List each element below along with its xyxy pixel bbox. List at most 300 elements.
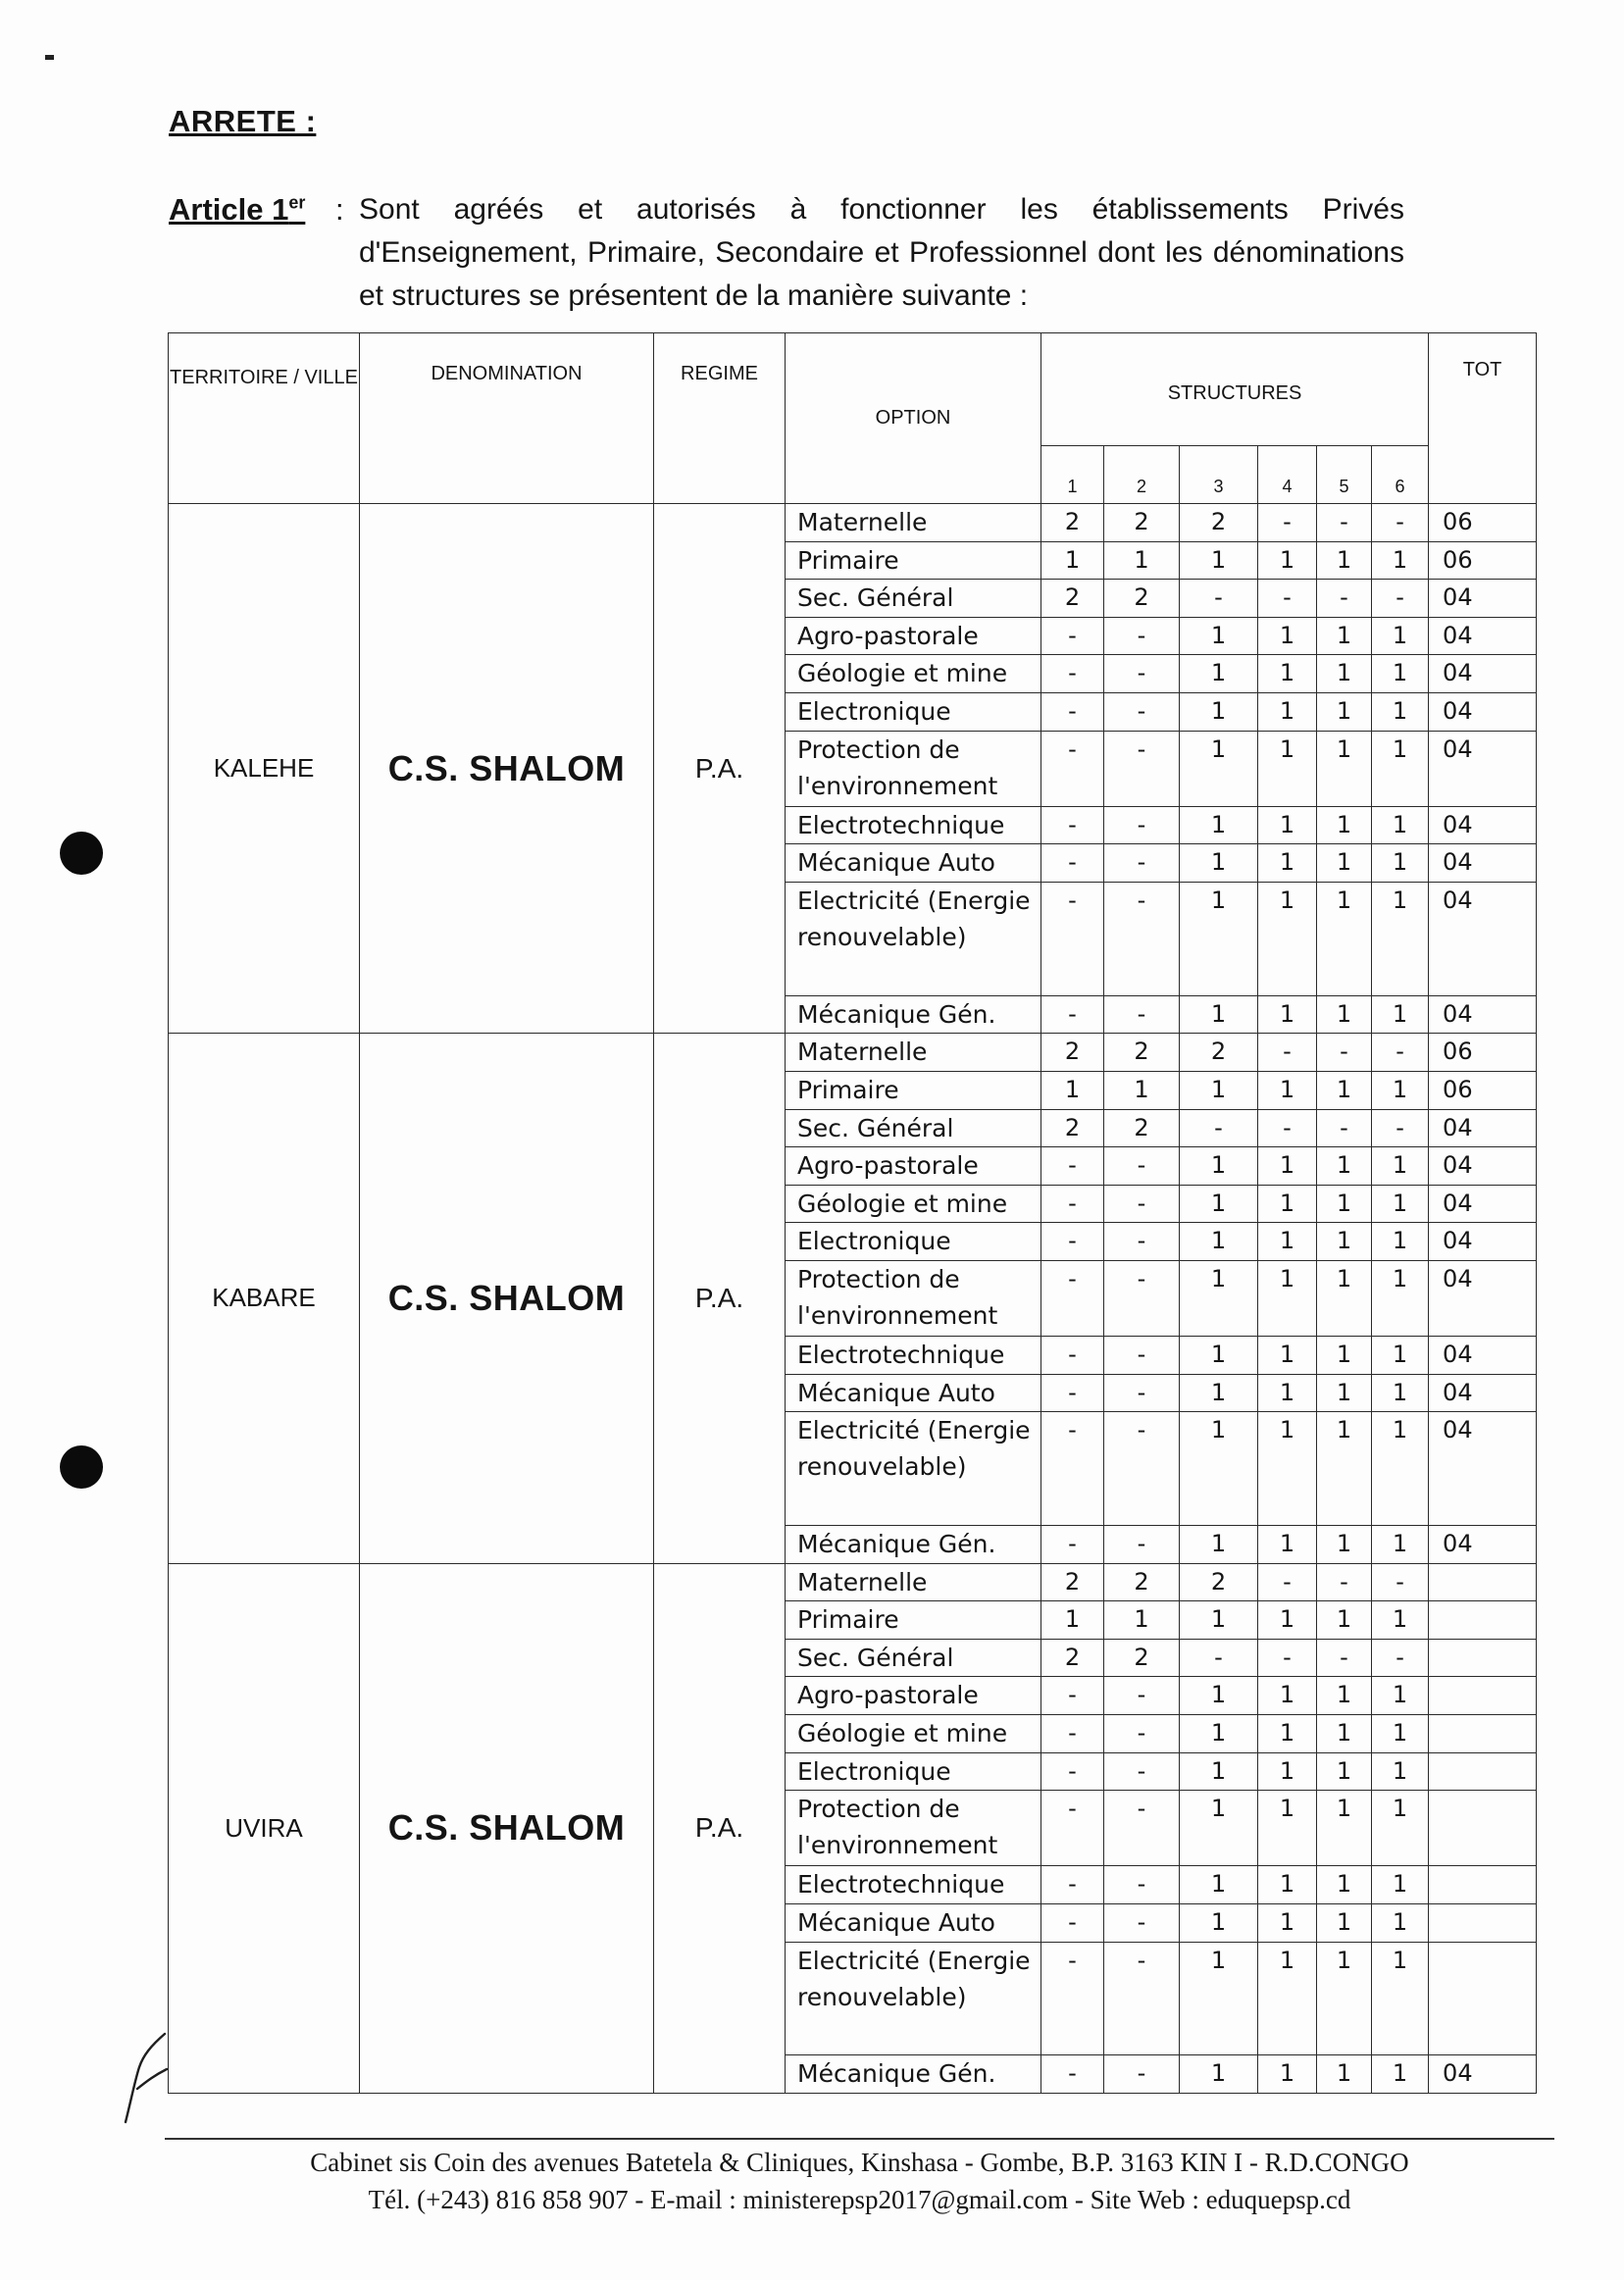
structure-value-cell: 1 <box>1104 1071 1180 1109</box>
structure-value-cell: 1 <box>1317 1866 1372 1904</box>
total-cell: 04 <box>1429 580 1537 618</box>
structure-value-cell: - <box>1104 1185 1180 1223</box>
structure-value-cell: 1 <box>1180 1185 1258 1223</box>
option-cell: Géologie et mine <box>786 1715 1041 1753</box>
structure-value-cell: 1 <box>1372 1677 1429 1715</box>
structure-value-cell: - <box>1104 2055 1180 2094</box>
structure-value-cell: 1 <box>1041 1601 1104 1640</box>
structure-value-cell: 1 <box>1180 655 1258 693</box>
structure-value-cell: 1 <box>1104 541 1180 580</box>
total-cell: 06 <box>1429 541 1537 580</box>
structure-value-cell: 1 <box>1372 1791 1429 1866</box>
structure-value-cell: - <box>1041 1412 1104 1526</box>
structure-value-cell: - <box>1372 1563 1429 1601</box>
structure-value-cell: - <box>1104 1223 1180 1261</box>
structure-value-cell: - <box>1041 1866 1104 1904</box>
structure-value-cell: 1 <box>1258 1412 1317 1526</box>
structure-value-cell: 1 <box>1372 541 1429 580</box>
structure-value-cell: - <box>1104 1715 1180 1753</box>
structure-value-cell: 1 <box>1180 541 1258 580</box>
structure-value-cell: - <box>1258 1109 1317 1147</box>
structure-value-cell: 1 <box>1317 1904 1372 1943</box>
structure-value-cell: 1 <box>1258 1071 1317 1109</box>
decree-heading: ARRETE : <box>169 104 317 138</box>
structure-value-cell: 1 <box>1180 692 1258 731</box>
structure-value-cell: 1 <box>1317 1147 1372 1186</box>
structure-value-cell: 2 <box>1041 504 1104 542</box>
article-label: Article 1er <box>169 192 306 227</box>
structure-value-cell: - <box>1041 655 1104 693</box>
structure-value-cell: - <box>1258 1034 1317 1072</box>
structure-value-cell: - <box>1317 504 1372 542</box>
structure-value-cell: 2 <box>1041 1639 1104 1677</box>
structure-value-cell: 1 <box>1258 655 1317 693</box>
option-cell: Protection de l'environnement <box>786 1791 1041 1866</box>
structure-value-cell: 1 <box>1372 1942 1429 2055</box>
structure-value-cell: 2 <box>1041 580 1104 618</box>
structure-value-cell: 1 <box>1317 995 1372 1034</box>
structure-value-cell: 2 <box>1104 1034 1180 1072</box>
structure-value-cell: 1 <box>1317 731 1372 806</box>
structure-value-cell: 1 <box>1372 806 1429 844</box>
total-cell: 04 <box>1429 1223 1537 1261</box>
structure-value-cell: 1 <box>1258 692 1317 731</box>
punch-hole <box>60 1445 103 1489</box>
structure-value-cell: 1 <box>1372 655 1429 693</box>
structure-value-cell: 1 <box>1317 1715 1372 1753</box>
structure-value-cell: - <box>1104 1412 1180 1526</box>
total-cell <box>1429 1715 1537 1753</box>
option-cell: Electronique <box>786 1223 1041 1261</box>
structure-value-cell: 1 <box>1180 1715 1258 1753</box>
structure-value-cell: 1 <box>1372 692 1429 731</box>
scan-speck <box>45 55 54 60</box>
total-cell: 04 <box>1429 1147 1537 1186</box>
structure-value-cell: 1 <box>1180 1677 1258 1715</box>
structure-value-cell: 1 <box>1372 1337 1429 1375</box>
structure-value-cell: 1 <box>1317 1752 1372 1791</box>
article-label-superscript: er <box>288 192 306 213</box>
header-structures: STRUCTURES <box>1041 333 1429 446</box>
structure-value-cell: 1 <box>1258 1942 1317 2055</box>
structure-value-cell: 1 <box>1258 1223 1317 1261</box>
structure-value-cell: 1 <box>1372 882 1429 995</box>
structure-value-cell: 1 <box>1372 1147 1429 1186</box>
structure-value-cell: 1 <box>1317 2055 1372 2094</box>
option-cell: Protection de l'environnement <box>786 731 1041 806</box>
structure-value-cell: - <box>1104 1526 1180 1564</box>
option-cell: Electricité (Energie renouvelable) <box>786 882 1041 995</box>
territoire-cell: KABARE <box>169 1034 360 1563</box>
structure-value-cell: 1 <box>1258 844 1317 883</box>
structure-value-cell: - <box>1104 1791 1180 1866</box>
total-cell: 04 <box>1429 995 1537 1034</box>
territoire-cell: KALEHE <box>169 504 360 1034</box>
total-cell <box>1429 1677 1537 1715</box>
structure-value-cell: - <box>1041 1374 1104 1412</box>
structure-value-cell: - <box>1372 1109 1429 1147</box>
option-cell: Electrotechnique <box>786 1866 1041 1904</box>
structure-value-cell: 2 <box>1180 504 1258 542</box>
structure-value-cell: - <box>1041 1223 1104 1261</box>
structure-value-cell: 2 <box>1041 1034 1104 1072</box>
structure-value-cell: 1 <box>1372 1071 1429 1109</box>
structure-value-cell: - <box>1258 1563 1317 1601</box>
structure-value-cell: 2 <box>1104 1639 1180 1677</box>
option-cell: Mécanique Gén. <box>786 2055 1041 2094</box>
structure-value-cell: - <box>1104 617 1180 655</box>
structure-value-cell: 1 <box>1317 1071 1372 1109</box>
option-cell: Géologie et mine <box>786 1185 1041 1223</box>
structure-value-cell: - <box>1104 1866 1180 1904</box>
denomination-cell: C.S. SHALOM <box>360 504 654 1034</box>
option-cell: Agro-pastorale <box>786 1147 1041 1186</box>
structure-value-cell: 1 <box>1372 1752 1429 1791</box>
structure-value-cell: - <box>1372 580 1429 618</box>
structure-value-cell: 1 <box>1180 1752 1258 1791</box>
structure-value-cell: - <box>1372 1034 1429 1072</box>
structure-value-cell: 1 <box>1258 1601 1317 1640</box>
total-cell: 04 <box>1429 1337 1537 1375</box>
punch-hole <box>60 832 103 875</box>
structure-value-cell: - <box>1041 1791 1104 1866</box>
article-colon: : <box>335 192 344 227</box>
structure-value-cell: - <box>1258 1639 1317 1677</box>
structure-value-cell: 1 <box>1317 1601 1372 1640</box>
structure-value-cell: - <box>1104 1942 1180 2055</box>
structure-value-cell: 1 <box>1258 1904 1317 1943</box>
header-row <box>169 333 1537 446</box>
header-structure-3: 3 <box>1180 446 1258 504</box>
structure-value-cell: 1 <box>1258 1260 1317 1336</box>
structure-value-cell: 1 <box>1372 1601 1429 1640</box>
table-body <box>169 504 1537 2094</box>
structure-value-cell: 1 <box>1258 2055 1317 2094</box>
structure-value-cell: - <box>1104 1904 1180 1943</box>
option-cell: Sec. Général <box>786 1109 1041 1147</box>
structure-value-cell: 1 <box>1258 1791 1317 1866</box>
structure-value-cell: 1 <box>1258 1866 1317 1904</box>
structure-value-cell: 1 <box>1258 1715 1317 1753</box>
structure-value-cell: - <box>1041 1147 1104 1186</box>
structure-value-cell: 2 <box>1180 1563 1258 1601</box>
structure-value-cell: - <box>1041 1260 1104 1336</box>
structure-value-cell: 1 <box>1372 731 1429 806</box>
structure-value-cell: 1 <box>1180 1526 1258 1564</box>
structure-value-cell: 1 <box>1372 1260 1429 1336</box>
denomination-cell: C.S. SHALOM <box>360 1034 654 1563</box>
header-structure-4: 4 <box>1258 446 1317 504</box>
structure-value-cell: 1 <box>1180 1601 1258 1640</box>
footer-divider <box>165 2138 1554 2140</box>
structure-value-cell: - <box>1041 882 1104 995</box>
total-cell: 06 <box>1429 504 1537 542</box>
total-cell <box>1429 1563 1537 1601</box>
option-cell: Electronique <box>786 1752 1041 1791</box>
option-cell: Mécanique Auto <box>786 1904 1041 1943</box>
structure-value-cell: - <box>1104 692 1180 731</box>
option-cell: Maternelle <box>786 1563 1041 1601</box>
total-cell <box>1429 1639 1537 1677</box>
structure-value-cell: 1 <box>1180 1791 1258 1866</box>
structure-value-cell: - <box>1104 655 1180 693</box>
option-cell: Géologie et mine <box>786 655 1041 693</box>
structure-value-cell: 1 <box>1180 617 1258 655</box>
total-cell: 04 <box>1429 806 1537 844</box>
header-regime: REGIME <box>654 333 786 504</box>
structure-value-cell: - <box>1104 1752 1180 1791</box>
table-row <box>169 1563 1537 1601</box>
header-structure-6: 6 <box>1372 446 1429 504</box>
structure-value-cell: 1 <box>1180 1942 1258 2055</box>
structure-value-cell: 1 <box>1372 1374 1429 1412</box>
structure-value-cell: - <box>1041 731 1104 806</box>
structure-value-cell: - <box>1104 1260 1180 1336</box>
footer-address: Cabinet sis Coin des avenues Batetela & Cliniques, Kinshasa - Gombe, B.P. 3163 KIN I - R.D.CONGO <box>310 2148 1409 2177</box>
structure-value-cell: 2 <box>1104 504 1180 542</box>
header-structure-2: 2 <box>1104 446 1180 504</box>
structure-value-cell: 1 <box>1372 1866 1429 1904</box>
total-cell: 04 <box>1429 1109 1537 1147</box>
structure-value-cell: 1 <box>1041 1071 1104 1109</box>
structure-value-cell: 1 <box>1258 1337 1317 1375</box>
total-cell: 04 <box>1429 692 1537 731</box>
option-cell: Sec. Général <box>786 1639 1041 1677</box>
structure-value-cell: - <box>1317 1563 1372 1601</box>
structure-value-cell: 1 <box>1180 1223 1258 1261</box>
structure-value-cell: 1 <box>1317 617 1372 655</box>
structure-value-cell: - <box>1104 1147 1180 1186</box>
structure-value-cell: 2 <box>1180 1034 1258 1072</box>
option-cell: Electricité (Energie renouvelable) <box>786 1412 1041 1526</box>
article-text: Sont agréés et autorisés à fonctionner les établissements Privés d'Enseignement, Primaire, Secondaire et Professionnel dont les dénominations et structures se présentent de la manière suivante : <box>359 193 1404 312</box>
total-cell: 04 <box>1429 1260 1537 1336</box>
structure-value-cell: 2 <box>1104 1563 1180 1601</box>
structure-value-cell: 2 <box>1104 1109 1180 1147</box>
structure-value-cell: - <box>1041 995 1104 1034</box>
structure-value-cell: 1 <box>1180 882 1258 995</box>
structure-value-cell: 1 <box>1041 541 1104 580</box>
structure-value-cell: 1 <box>1180 1147 1258 1186</box>
total-cell <box>1429 1904 1537 1943</box>
structure-value-cell: - <box>1104 1374 1180 1412</box>
structure-value-cell: - <box>1041 1904 1104 1943</box>
schools-table-wrapper <box>168 332 1536 2089</box>
structure-value-cell: 2 <box>1041 1563 1104 1601</box>
structure-value-cell: 1 <box>1372 844 1429 883</box>
structure-value-cell: 1 <box>1258 1185 1317 1223</box>
total-cell: 04 <box>1429 2055 1537 2094</box>
structure-value-cell: 1 <box>1317 806 1372 844</box>
structure-value-cell: - <box>1041 1337 1104 1375</box>
structure-value-cell: 1 <box>1317 1337 1372 1375</box>
structure-value-cell: 1 <box>1317 1677 1372 1715</box>
option-cell: Electrotechnique <box>786 806 1041 844</box>
signature <box>118 2020 186 2128</box>
structure-value-cell: 1 <box>1258 617 1317 655</box>
option-cell: Maternelle <box>786 504 1041 542</box>
total-cell <box>1429 1791 1537 1866</box>
structure-value-cell: - <box>1041 1752 1104 1791</box>
structure-value-cell: 1 <box>1317 541 1372 580</box>
structure-value-cell: 1 <box>1372 617 1429 655</box>
structure-value-cell: 1 <box>1180 1866 1258 1904</box>
structure-value-cell: 1 <box>1317 1526 1372 1564</box>
structure-value-cell: 1 <box>1317 1791 1372 1866</box>
structure-value-cell: - <box>1104 1677 1180 1715</box>
header-denomination: DENOMINATION <box>360 333 654 504</box>
structure-value-cell: 1 <box>1372 1715 1429 1753</box>
structure-value-cell: 1 <box>1372 995 1429 1034</box>
structure-value-cell: - <box>1041 1185 1104 1223</box>
structure-value-cell: - <box>1104 844 1180 883</box>
option-cell: Mécanique Gén. <box>786 995 1041 1034</box>
total-cell <box>1429 1866 1537 1904</box>
total-cell <box>1429 1942 1537 2055</box>
option-cell: Mécanique Auto <box>786 844 1041 883</box>
structure-value-cell: 1 <box>1180 731 1258 806</box>
structure-value-cell: 1 <box>1180 1412 1258 1526</box>
structure-value-cell: 1 <box>1317 1260 1372 1336</box>
option-cell: Electrotechnique <box>786 1337 1041 1375</box>
structure-value-cell: 1 <box>1180 1071 1258 1109</box>
table-row <box>169 1034 1537 1072</box>
structure-value-cell: 1 <box>1317 1374 1372 1412</box>
header-tot: TOT <box>1429 333 1537 504</box>
structure-value-cell: 1 <box>1258 1677 1317 1715</box>
structure-value-cell: 1 <box>1372 1185 1429 1223</box>
denomination-cell: C.S. SHALOM <box>360 1563 654 2093</box>
structure-value-cell: 1 <box>1317 1185 1372 1223</box>
structure-value-cell: - <box>1041 692 1104 731</box>
structure-value-cell: - <box>1041 806 1104 844</box>
structure-value-cell: 1 <box>1180 806 1258 844</box>
total-cell: 06 <box>1429 1071 1537 1109</box>
total-cell <box>1429 1752 1537 1791</box>
structure-value-cell: - <box>1041 1715 1104 1753</box>
schools-structure-table <box>168 332 1537 2094</box>
total-cell: 04 <box>1429 1526 1537 1564</box>
structure-value-cell: 1 <box>1258 806 1317 844</box>
structure-value-cell: - <box>1104 806 1180 844</box>
total-cell: 04 <box>1429 731 1537 806</box>
total-cell: 04 <box>1429 1374 1537 1412</box>
total-cell: 04 <box>1429 655 1537 693</box>
structure-value-cell: - <box>1041 617 1104 655</box>
structure-value-cell: - <box>1104 1337 1180 1375</box>
structure-value-cell: - <box>1104 882 1180 995</box>
structure-value-cell: - <box>1180 580 1258 618</box>
total-cell: 04 <box>1429 844 1537 883</box>
option-cell: Sec. Général <box>786 580 1041 618</box>
structure-value-cell: 1 <box>1317 882 1372 995</box>
structure-value-cell: 1 <box>1258 541 1317 580</box>
option-cell: Primaire <box>786 1601 1041 1640</box>
structure-value-cell: 1 <box>1104 1601 1180 1640</box>
total-cell <box>1429 1601 1537 1640</box>
structure-value-cell: 2 <box>1041 1109 1104 1147</box>
structure-value-cell: 1 <box>1180 1904 1258 1943</box>
structure-value-cell: 1 <box>1258 882 1317 995</box>
structure-value-cell: - <box>1041 844 1104 883</box>
structure-value-cell: 1 <box>1180 844 1258 883</box>
option-cell: Primaire <box>786 541 1041 580</box>
option-cell: Electronique <box>786 692 1041 731</box>
structure-value-cell: 1 <box>1372 1412 1429 1526</box>
structure-value-cell: - <box>1258 580 1317 618</box>
total-cell: 04 <box>1429 617 1537 655</box>
structure-value-cell: - <box>1041 1677 1104 1715</box>
regime-cell: P.A. <box>654 1034 786 1563</box>
structure-value-cell: - <box>1317 1109 1372 1147</box>
structure-value-cell: 1 <box>1180 2055 1258 2094</box>
structure-value-cell: 1 <box>1372 1223 1429 1261</box>
structure-value-cell: 1 <box>1258 995 1317 1034</box>
option-cell: Protection de l'environnement <box>786 1260 1041 1336</box>
structure-value-cell: 1 <box>1317 844 1372 883</box>
total-cell: 06 <box>1429 1034 1537 1072</box>
regime-cell: P.A. <box>654 504 786 1034</box>
structure-value-cell: 1 <box>1180 1260 1258 1336</box>
structure-value-cell: - <box>1041 2055 1104 2094</box>
territoire-cell: UVIRA <box>169 1563 360 2093</box>
structure-value-cell: 1 <box>1258 1752 1317 1791</box>
structure-value-cell: - <box>1104 995 1180 1034</box>
structure-value-cell: - <box>1180 1639 1258 1677</box>
total-cell: 04 <box>1429 882 1537 995</box>
structure-value-cell: 1 <box>1317 1412 1372 1526</box>
regime-cell: P.A. <box>654 1563 786 2093</box>
structure-value-cell: 1 <box>1372 1526 1429 1564</box>
structure-value-cell: - <box>1372 1639 1429 1677</box>
structure-value-cell: 1 <box>1258 1374 1317 1412</box>
structure-value-cell: - <box>1041 1942 1104 2055</box>
structure-value-cell: 1 <box>1258 1526 1317 1564</box>
structure-value-cell: - <box>1372 504 1429 542</box>
header-territoire: TERRITOIRE / VILLE <box>169 333 360 504</box>
structure-value-cell: - <box>1317 1639 1372 1677</box>
structure-value-cell: 1 <box>1180 1374 1258 1412</box>
option-cell: Maternelle <box>786 1034 1041 1072</box>
option-cell: Primaire <box>786 1071 1041 1109</box>
structure-value-cell: 1 <box>1372 1904 1429 1943</box>
structure-value-cell: 1 <box>1372 2055 1429 2094</box>
structure-value-cell: - <box>1317 580 1372 618</box>
total-cell: 04 <box>1429 1412 1537 1526</box>
structure-value-cell: 1 <box>1180 995 1258 1034</box>
structure-value-cell: 1 <box>1258 1147 1317 1186</box>
footer-contact: Tél. (+243) 816 858 907 - E-mail : ministerepsp2017@gmail.com - Site Web : eduquepsp.cd <box>368 2185 1351 2214</box>
structure-value-cell: 1 <box>1317 1942 1372 2055</box>
structure-value-cell: - <box>1104 731 1180 806</box>
structure-value-cell: 2 <box>1104 580 1180 618</box>
structure-value-cell: 1 <box>1258 731 1317 806</box>
option-cell: Agro-pastorale <box>786 1677 1041 1715</box>
structure-value-cell: - <box>1041 1526 1104 1564</box>
structure-value-cell: - <box>1180 1109 1258 1147</box>
structure-value-cell: - <box>1258 504 1317 542</box>
option-cell: Electricité (Energie renouvelable) <box>786 1942 1041 2055</box>
structure-value-cell: 1 <box>1317 1223 1372 1261</box>
structure-value-cell: 1 <box>1317 692 1372 731</box>
structure-value-cell: - <box>1317 1034 1372 1072</box>
option-cell: Mécanique Auto <box>786 1374 1041 1412</box>
total-cell: 04 <box>1429 1185 1537 1223</box>
structure-value-cell: 1 <box>1180 1337 1258 1375</box>
header-structure-1: 1 <box>1041 446 1104 504</box>
structure-value-cell: 1 <box>1317 655 1372 693</box>
option-cell: Agro-pastorale <box>786 617 1041 655</box>
